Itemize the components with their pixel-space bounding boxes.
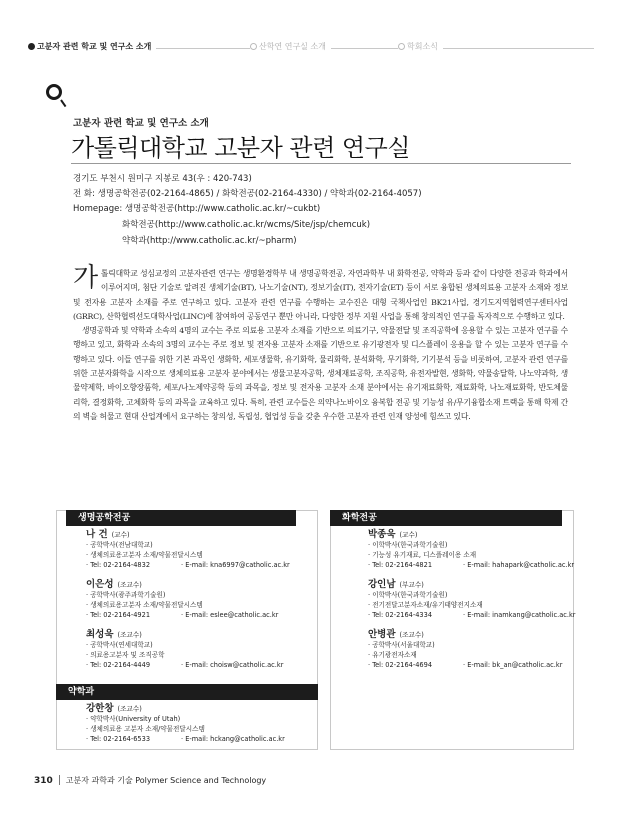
biotech-header: 생명공학전공 — [66, 510, 296, 526]
homepage-link-biotech[interactable]: 생명공학전공(http://www.catholic.ac.kr/~cukbt) — [124, 204, 321, 214]
email-link[interactable]: · E-mail: hckang@catholic.ac.kr — [181, 735, 285, 743]
paragraph-1: 가톨릭대학교 성심교정의 고분자관련 연구는 생명환경학부 내 생명공학전공, 자연과학부 내 화학전공, 약학과 등과 같이 다양한 전공과 학과에서 이루어지며, 첨단 기술로 알려진 생체기술(BT), 나노기술(NT), 정보기술(IT), 전자기술(ET) 등이 서로 융합된 생체의료용 고분자 소재와 정보 및 전자용 고분자 소재를 주로 연구하고 있다. 고분자 관련 연구를 수행하는 교수진은 대형 국책사업인 BK21사업, 경기도지역협력연구센터사업(GRRC), 산학협력선도대학사업(LINC)에 참여하여 공동연구 뿐만 아니라, 다양한 정부 지원 사업을 통해 창의적인 연구를 독자적으로 수행하고 있다. — [73, 263, 568, 321]
page-footer — [34, 775, 266, 786]
magnifier-handle-icon — [60, 99, 66, 107]
email-link[interactable]: · E-mail: choisw@catholic.ac.kr — [181, 661, 284, 669]
faculty-name: 최성욱 — [86, 629, 114, 640]
email-link[interactable]: · E-mail: eslee@catholic.ac.kr — [181, 611, 279, 619]
faculty-entry: 강인남 (부교수) · 이학박사(한국과학기술원) · 전기전달고분자소재/유기태양전지소재 · Tel: 02-2164-4334 · E-mail: inamkang@catholic.ac.kr — [368, 579, 576, 619]
filled-circle-icon — [28, 43, 35, 50]
page-number: 310 — [34, 776, 53, 786]
faculty-entry: 이은성 (조교수) · 공학박사(광주과학기술원) · 생체의료용고분자 소재/약물전달시스템 · Tel: 02-2164-4921 · E-mail: eslee@catholic.ac.kr — [86, 579, 279, 619]
section-subhead: 고분자 관련 학교 및 연구소 소개 — [73, 118, 209, 129]
faculty-name: 박종욱 — [368, 529, 396, 540]
homepage-label: Homepage: — [73, 204, 123, 214]
faculty-entry: 박종욱 (교수) · 이학박사(한국과학기술원) · 기능성 유기재료, 디스플레이용 소재 · Tel: 02-2164-4821 · E-mail: hahapark@catholic.ac.kr — [368, 529, 575, 569]
journal-name: 고분자 과학과 기술 Polymer Science and Technology — [65, 776, 267, 785]
faculty-name: 강인남 — [368, 579, 396, 590]
paragraph-2: 생명공학과 및 약학과 소속의 4명의 교수는 주로 의료용 고분자 소재를 기반으로 의료기구, 약물전달 및 조직공학에 응용할 수 있는 고분자 연구를 수행하고 있고, 화학과 소속의 3명의 교수는 주로 정보 및 전자용 고분자 소재를 기반으로 유기광전자 및 디스플레이 응용을 할 수 있는 고분자 연구를 수행하고 있다. 이들 연구를 위한 기본 과목인 생화학, 세포생물학, 유기화학, 물리화학, 분석화학, 무기화학, 기기분석 등을 비롯하여, 고분자 관련 연구를 위한 고분자화학을 시작으로 생체의료용 고분자 분야에서는 생물고분자공학, 생체재료공학, 조직공학, 유전자발현, 생화학, 약물송달학, 나노약과학, 생물약제학, 바이오향장품학, 세포/나노제약공학 등의 과목을, 정보 및 전자용 고분자 소재 분야에서는 유기재료화학, 재료화학, 나노재료화학, 반도체물리학, 결정화학, 고체화학 등의 과목을 교육하고 있다. 특히, 관련 교수들은 의약나노바이오 융복합 전공 및 기능성 유/무기융합소재 트랙을 통해 학제 간의 벽을 허물고 현대 산업계에서 요구하는 창의성, 독립성, 협업성 등을 갖춘 우수한 고분자 관련 인재 양성에 힘쓰고 있다. — [73, 326, 568, 421]
homepage-line — [73, 202, 320, 214]
article-body — [73, 263, 568, 424]
faculty-name: 나 건 — [86, 529, 108, 540]
faculty-name: 안병관 — [368, 629, 396, 640]
email-link[interactable]: · E-mail: inamkang@catholic.ac.kr — [463, 611, 576, 619]
faculty-entry: 안병관 (조교수) · 공학박사(서울대학교) · 유기광전자소재 · Tel: 02-2164-4694 · E-mail: bk_an@catholic.ac.kr — [368, 629, 563, 669]
nav-item-news[interactable]: 학회소식 — [398, 41, 443, 52]
empty-circle-icon — [398, 43, 405, 50]
top-navigation — [28, 40, 594, 56]
faculty-name: 강한창 — [86, 703, 114, 714]
pharmacy-header: 약학과 — [56, 684, 318, 700]
phone-numbers: 생명공학전공(02-2164-4865) / 화학전공(02-2164-4330) / 약학과(02-2164-4057) — [97, 189, 422, 199]
faculty-entry: 최성욱 (조교수) · 공학박사(연세대학교) · 의료용고분자 및 조직공학 · Tel: 02-2164-4449 · E-mail: choisw@catholic.ac.kr — [86, 629, 284, 669]
faculty-name: 이은성 — [86, 579, 114, 590]
title-divider — [71, 163, 571, 164]
homepage-link-chemistry[interactable]: 화학전공(http://www.catholic.ac.kr/wcms/Site/jsp/chemcuk) — [122, 220, 371, 230]
email-link[interactable]: · E-mail: kna6997@catholic.ac.kr — [181, 561, 290, 569]
empty-circle-icon — [250, 43, 257, 50]
magnifier-ring-icon — [46, 84, 62, 100]
email-link[interactable]: · E-mail: bk_an@catholic.ac.kr — [463, 661, 563, 669]
phone-label: 전 화: — [73, 189, 95, 199]
address: 경기도 부천시 원미구 지봉로 43(우 : 420-743) — [73, 174, 252, 184]
phone-line — [73, 187, 422, 199]
drop-cap: 가 — [73, 263, 98, 293]
page-title: 가톨릭대학교 고분자 관련 연구실 — [71, 134, 410, 162]
chemistry-header: 화학전공 — [330, 510, 562, 526]
email-link[interactable]: · E-mail: hahapark@catholic.ac.kr — [463, 561, 575, 569]
faculty-entry: 나 건 (교수) · 공학박사(전남대학교) · 생체의료용고분자 소재/약물전달시스템 · Tel: 02-2164-4832 · E-mail: kna6997@catholic.ac.kr — [86, 529, 290, 569]
nav-item-schools[interactable]: 고분자 관련 학교 및 연구소 소개 — [28, 41, 156, 52]
homepage-link-pharmacy[interactable]: 약학과(http://www.catholic.ac.kr/~pharm) — [122, 236, 297, 246]
nav-item-labs[interactable]: 산학연 연구실 소개 — [250, 41, 331, 52]
footer-separator — [59, 775, 60, 785]
faculty-entry: 강한창 (조교수) · 약학박사(University of Utah) · 생체의료용 고분자 소재/약물전달시스템 · Tel: 02-2164-6533 · E-mail: hckang@catholic.ac.kr — [86, 703, 285, 743]
